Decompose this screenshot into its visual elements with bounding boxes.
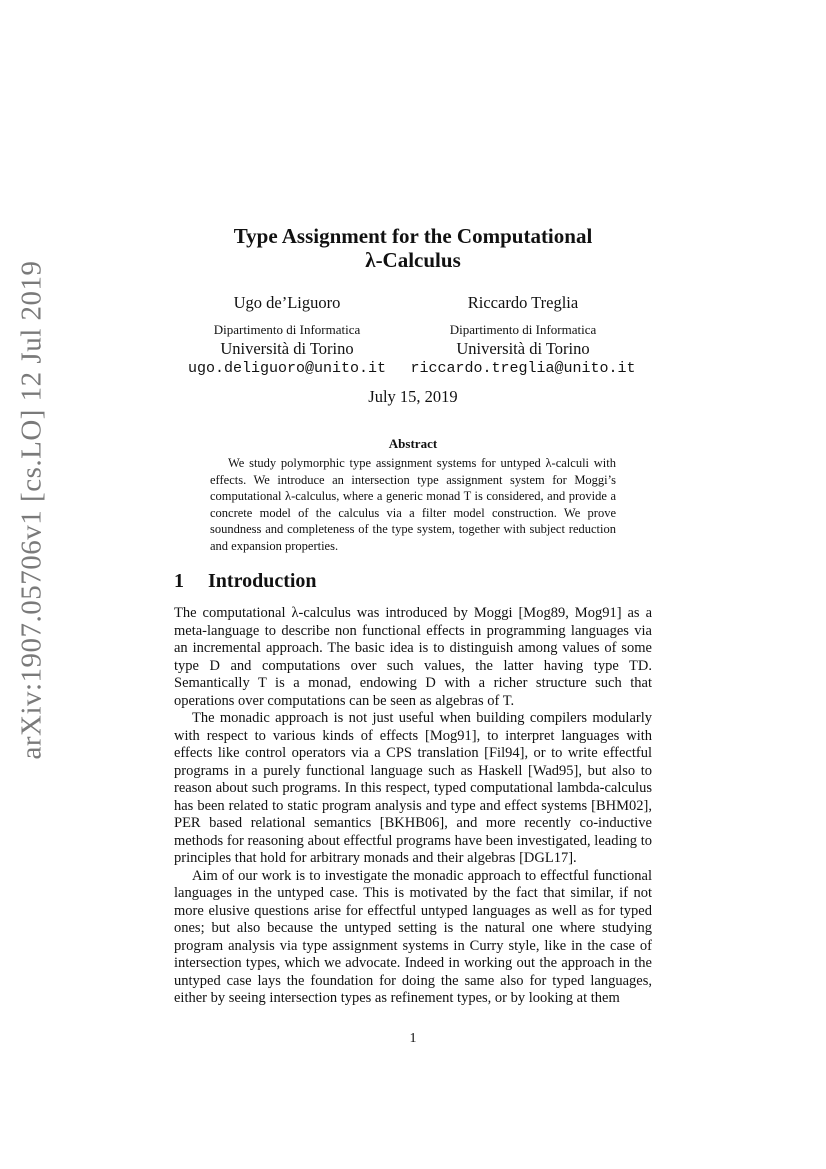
section-heading	[174, 570, 317, 593]
author-department: Dipartimento di Informatica	[213, 322, 361, 337]
author-university: Università di Torino	[220, 339, 354, 358]
arxiv-sidebar	[10, 260, 54, 760]
paragraph: Aim of our work is to investigate the monadic approach to effectful functional languages in the untyped case. This is motivated by the fact that similar, if not more elusive questions arise for effectful untyped languages as well as for typed ones; but also because the untyped setting is the natural one where studying program analysis via type assignment systems in Curry style, like in the case of intersection types, which we advocate. Indeed in working out the approach in the untyped case lays the foundation for doing the same also for typed languages, either by seeing intersection types as refinement types, or by looking at them	[174, 867, 652, 1006]
author-university: Università di Torino	[456, 339, 590, 358]
author-email: ugo.deliguoro@unito.it	[187, 360, 387, 377]
paragraph: The monadic approach is not just useful when building compilers modularly with respect to various kinds of effects [Mog91], to interpret languages with effects like control operators via a CPS translation [Fil94], or to write effectful programs in a purely functional language such as Haskell [Wad95], but also to reason about such programs. In this respect, typed computational lambda-calculus has been related to static program analysis and type and effect systems [BHM02], PER based relational semantics [BKHB06], and more recently co-inductive methods for reasoning about effectful programs have been investigated, leading to principles that hold for arbitrary monads and their algebras [DGL17].	[174, 710, 652, 866]
author-name: Riccardo Treglia	[467, 293, 579, 312]
section-title: Introduction	[208, 570, 317, 592]
body-text	[174, 605, 652, 1008]
abstract-text: We study polymorphic type assignment systems for untyped λ-calculi with effects. We introduce an intersection type assignment system for Moggi’s computational λ-calculus, where a generic monad T is considered, and provide a concrete model of the calculus via a filter model construction. We prove soundness and completeness of the type system, together with subject reduction and expansion properties.	[210, 456, 616, 553]
abstract-heading: Abstract	[388, 436, 438, 451]
paper-date: July 15, 2019	[368, 387, 458, 406]
title-line-2: λ-Calculus	[365, 248, 461, 272]
section-number: 1	[174, 570, 184, 592]
paragraph: The computational λ-calculus was introduced by Moggi [Mog89, Mog91] as a meta-language to describe non functional effects in programming languages via an incremental approach. The basic idea is to distinguish among values of some type D and computations over such values, the latter having type TD. Semantically T is a monad, endowing D with a richer structure such that operations over computations can be seen as algebras of T.	[174, 605, 652, 709]
author-block-2	[393, 293, 653, 379]
page-number: 1	[409, 1031, 417, 1046]
paper-title	[174, 224, 652, 272]
author-email: riccardo.treglia@unito.it	[410, 360, 636, 377]
title-line-1: Type Assignment for the Computational	[233, 224, 593, 248]
author-department: Dipartimento di Informatica	[449, 322, 597, 337]
arxiv-identifier: arXiv:1907.05706v1 [cs.LO] 12 Jul 2019	[15, 260, 48, 760]
author-name: Ugo de’Liguoro	[233, 293, 341, 312]
author-block-1	[157, 293, 417, 379]
